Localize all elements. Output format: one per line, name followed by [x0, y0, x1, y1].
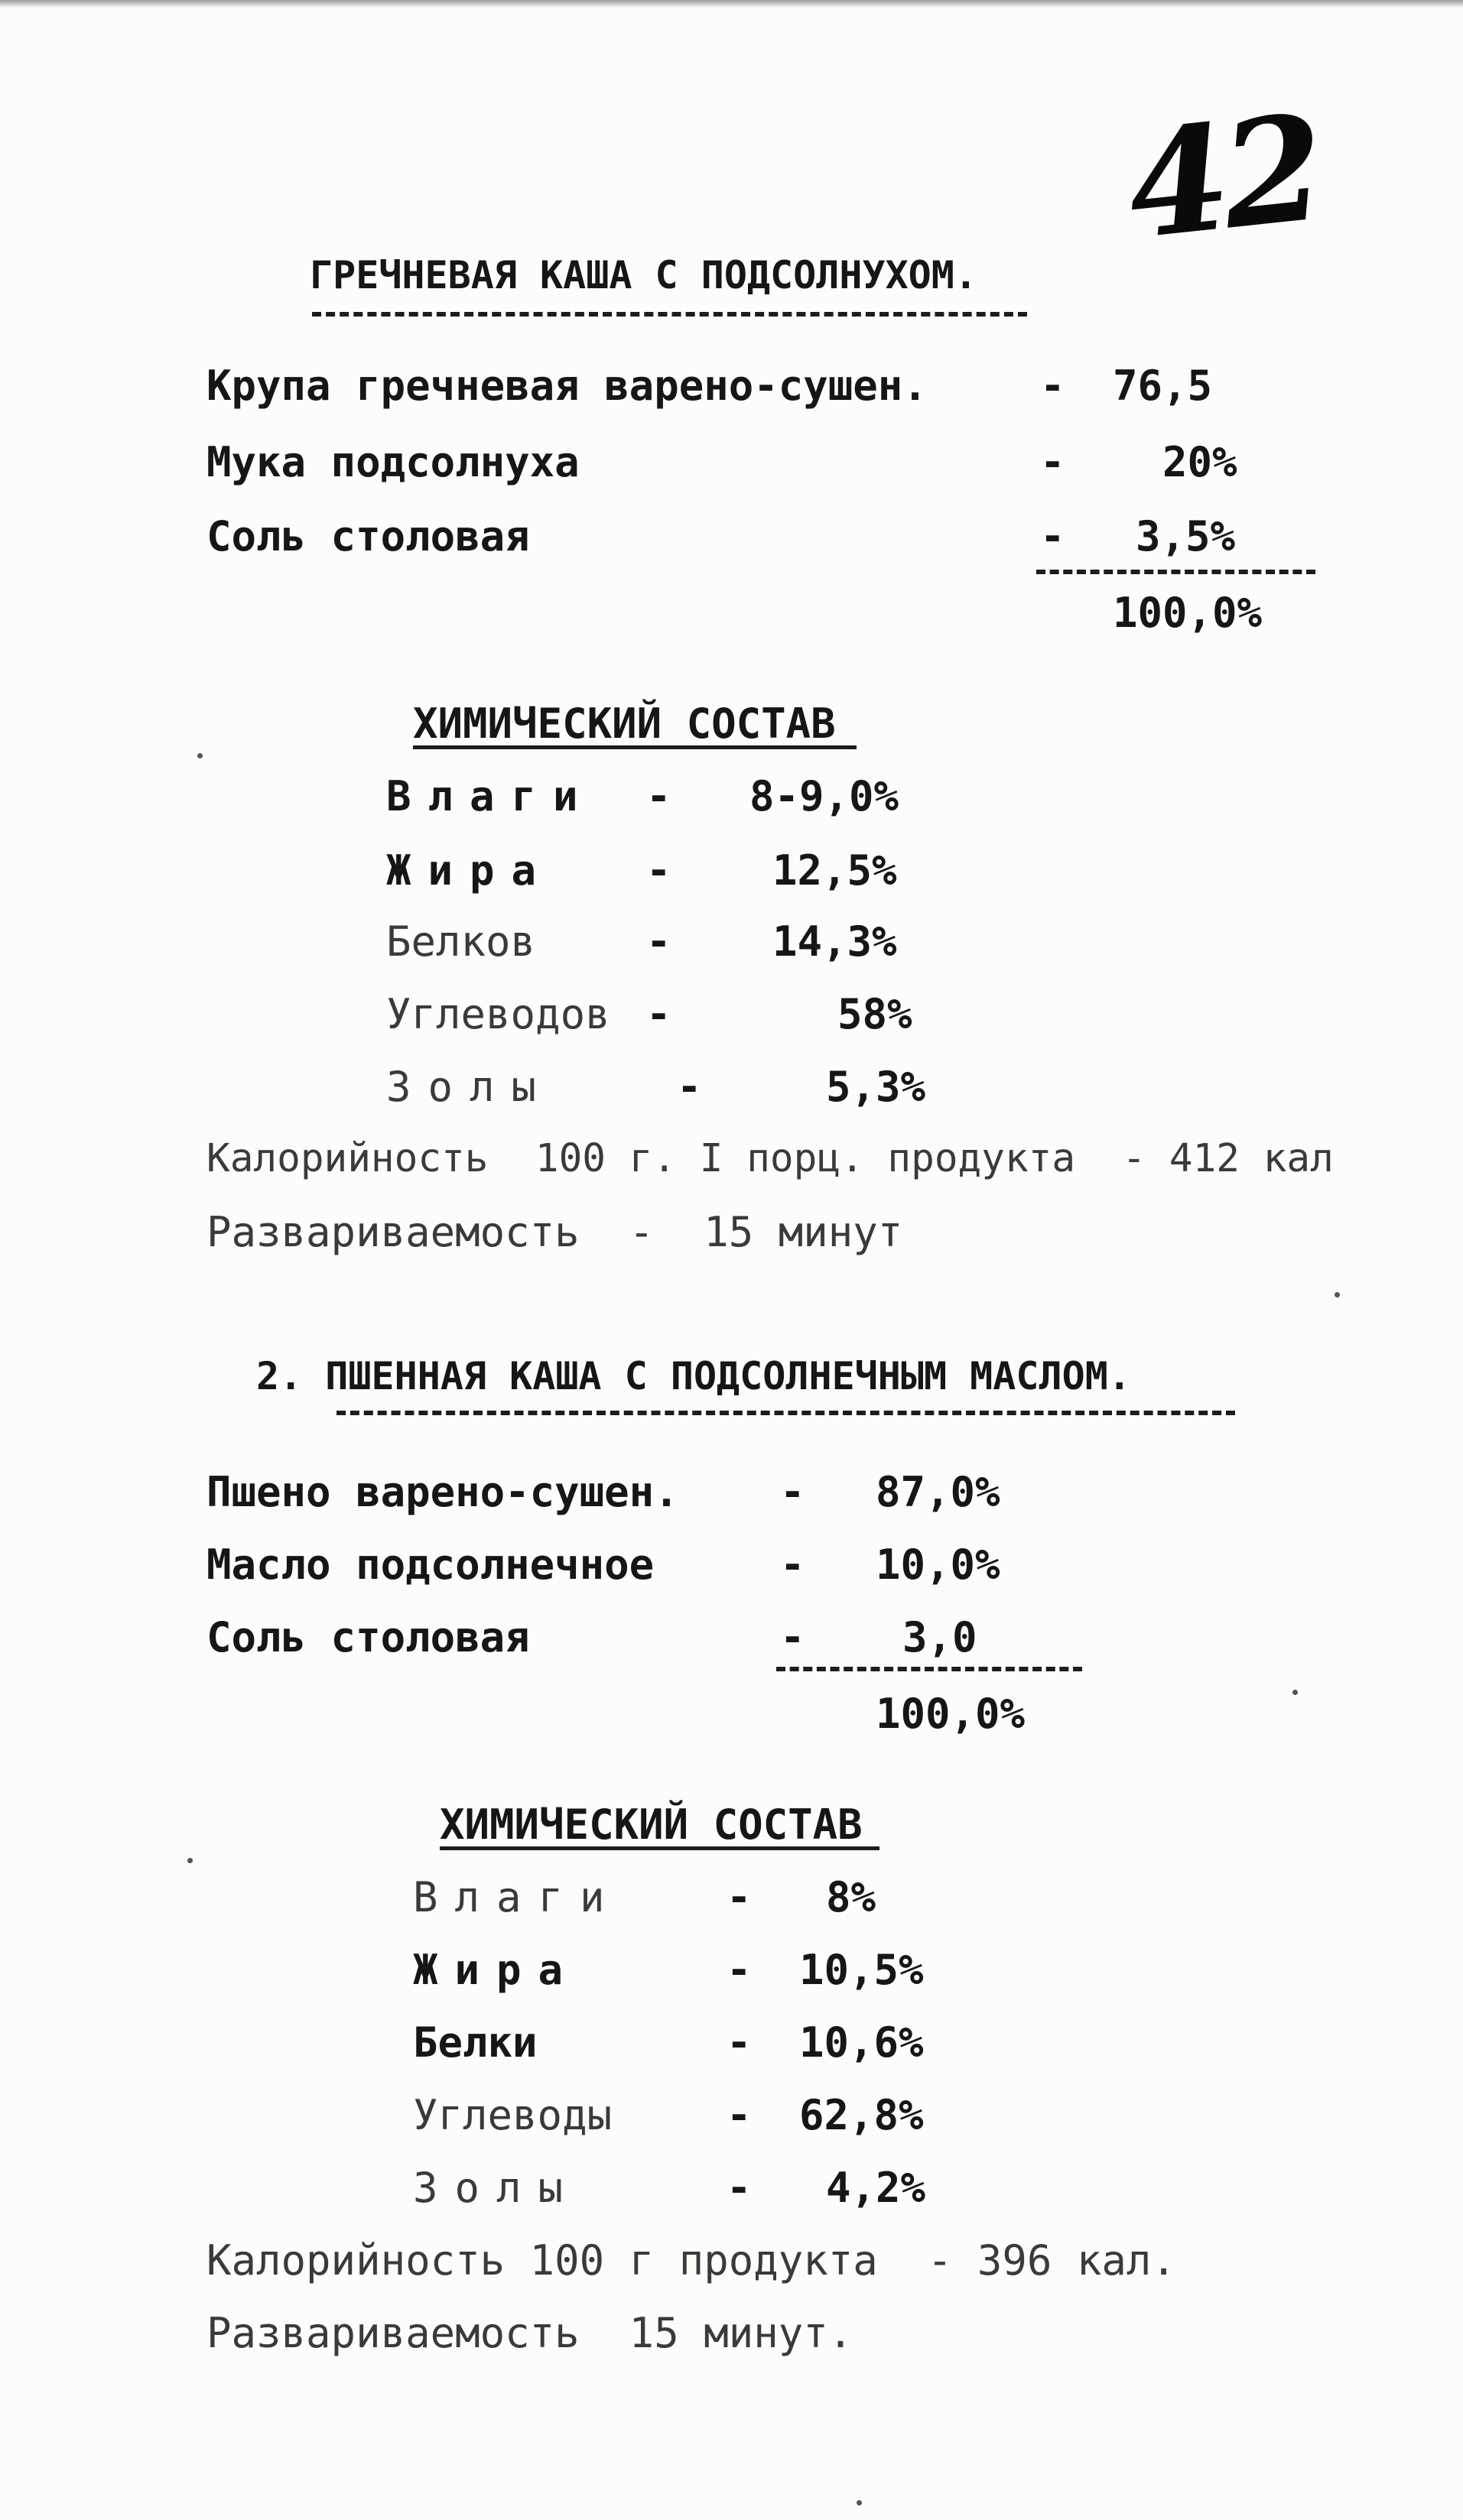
- recipe2-chem-dash: -: [727, 2018, 752, 2067]
- recipe1-chem-name: Золы: [386, 1063, 554, 1111]
- recipe2-chem-name: Жира: [413, 1946, 580, 1994]
- recipe2-title-underline: [336, 1411, 1235, 1415]
- recipe2-ingredient-dash: -: [780, 1468, 805, 1516]
- recipe2-ingredient-dash: -: [780, 1541, 805, 1589]
- scan-speck: [857, 2500, 862, 2505]
- recipe2-sum-line: [776, 1667, 1082, 1671]
- recipe1-chem-value: 12,5%: [772, 846, 897, 895]
- recipe2-ingredient-value: 10,0%: [876, 1541, 1000, 1589]
- recipe1-chem-dash: -: [646, 990, 671, 1038]
- scan-edge: [0, 0, 1463, 8]
- scan-speck: [1292, 1690, 1298, 1695]
- recipe1-chem-title: ХИМИЧЕСКИЙ СОСТАВ: [413, 700, 836, 748]
- recipe2-ingredient-value: 3,0: [902, 1613, 977, 1661]
- recipe2-chem-title: ХИМИЧЕСКИЙ СОСТАВ: [440, 1801, 863, 1849]
- recipe1-chem-dash: -: [646, 917, 671, 966]
- recipe1-ingredient-name: Крупа гречневая варено-сушен.: [206, 362, 928, 410]
- recipe1-ingredient-dash: -: [1040, 438, 1065, 486]
- recipe2-chem-name: Белки: [413, 2018, 538, 2067]
- recipe2-chem-name: Золы: [413, 2164, 580, 2212]
- recipe2-chem-dash: -: [727, 1873, 752, 1921]
- scan-speck: [197, 753, 203, 758]
- recipe1-sum-line: [1036, 570, 1315, 574]
- recipe1-chem-value: 58%: [837, 990, 912, 1038]
- recipe2-chem-value: 10,6%: [799, 2018, 924, 2067]
- recipe1-chem-dash: -: [677, 1063, 702, 1111]
- scan-speck: [187, 1858, 193, 1863]
- recipe2-total: 100,0%: [876, 1690, 1026, 1738]
- recipe2-chem-name: Углеводы: [413, 2091, 613, 2139]
- recipe2-ingredient-value: 87,0%: [876, 1468, 1000, 1516]
- recipe1-title: ГРЕЧНЕВАЯ КАША С ПОДСОЛНУХОМ.: [310, 253, 977, 297]
- handwritten-page-number: 42: [1120, 82, 1327, 272]
- recipe1-title-underline: [312, 312, 1027, 317]
- recipe1-ingredient-value: 3,5%: [1136, 512, 1236, 560]
- recipe1-chem-title-underline: [413, 745, 857, 749]
- recipe1-chem-dash: -: [646, 772, 671, 820]
- recipe2-chem-value: 4,2%: [826, 2164, 926, 2212]
- recipe2-chem-dash: -: [727, 2091, 752, 2139]
- recipe1-chem-name: Углеводов: [386, 990, 610, 1038]
- recipe1-chem-name: Белков: [386, 917, 536, 966]
- recipe1-ingredient-name: Соль столовая: [206, 512, 530, 560]
- recipe1-chem-value: 14,3%: [772, 917, 897, 966]
- recipe1-chem-name: Влаги: [386, 772, 595, 820]
- recipe2-chem-dash: -: [727, 2164, 752, 2212]
- recipe2-chem-name: Влаги: [413, 1873, 622, 1921]
- recipe1-ingredient-dash: -: [1040, 362, 1065, 410]
- recipe1-calories: Калорийность 100 г. I порц. продукта - 412 кал: [206, 1136, 1334, 1181]
- recipe2-title: 2. ПШЕННАЯ КАША С ПОДСОЛНЕЧНЫМ МАСЛОМ.: [256, 1354, 1131, 1398]
- recipe1-boiling-time: Развариваемость - 15 минут: [206, 1208, 903, 1256]
- recipe2-chem-value: 10,5%: [799, 1946, 924, 1994]
- recipe1-ingredient-dash: -: [1040, 512, 1065, 560]
- recipe1-ingredient-value: 20%: [1162, 438, 1237, 486]
- recipe1-chem-value: 8-9,0%: [749, 772, 899, 820]
- recipe1-total: 100,0%: [1113, 589, 1263, 637]
- recipe1-chem-dash: -: [646, 846, 671, 895]
- recipe2-chem-value: 8%: [826, 1873, 876, 1921]
- recipe2-boiling-time: Развариваемость 15 минут.: [206, 2309, 853, 2357]
- recipe2-ingredient-dash: -: [780, 1613, 805, 1661]
- recipe2-chem-value: 62,8%: [799, 2091, 924, 2139]
- scan-speck: [1335, 1292, 1340, 1297]
- recipe2-ingredient-name: Масло подсолнечное: [206, 1541, 655, 1589]
- recipe2-chem-title-underline: [440, 1846, 879, 1850]
- recipe1-ingredient-value: 76,5: [1113, 362, 1213, 410]
- recipe1-chem-value: 5,3%: [826, 1063, 926, 1111]
- recipe2-ingredient-name: Соль столовая: [206, 1613, 530, 1661]
- recipe1-chem-name: Жира: [386, 846, 554, 895]
- recipe2-chem-dash: -: [727, 1946, 752, 1994]
- recipe1-ingredient-name: Мука подсолнуха: [206, 438, 580, 486]
- recipe2-ingredient-name: Пшено варено-сушен.: [206, 1468, 679, 1516]
- recipe2-calories: Калорийность 100 г продукта - 396 кал.: [206, 2236, 1176, 2285]
